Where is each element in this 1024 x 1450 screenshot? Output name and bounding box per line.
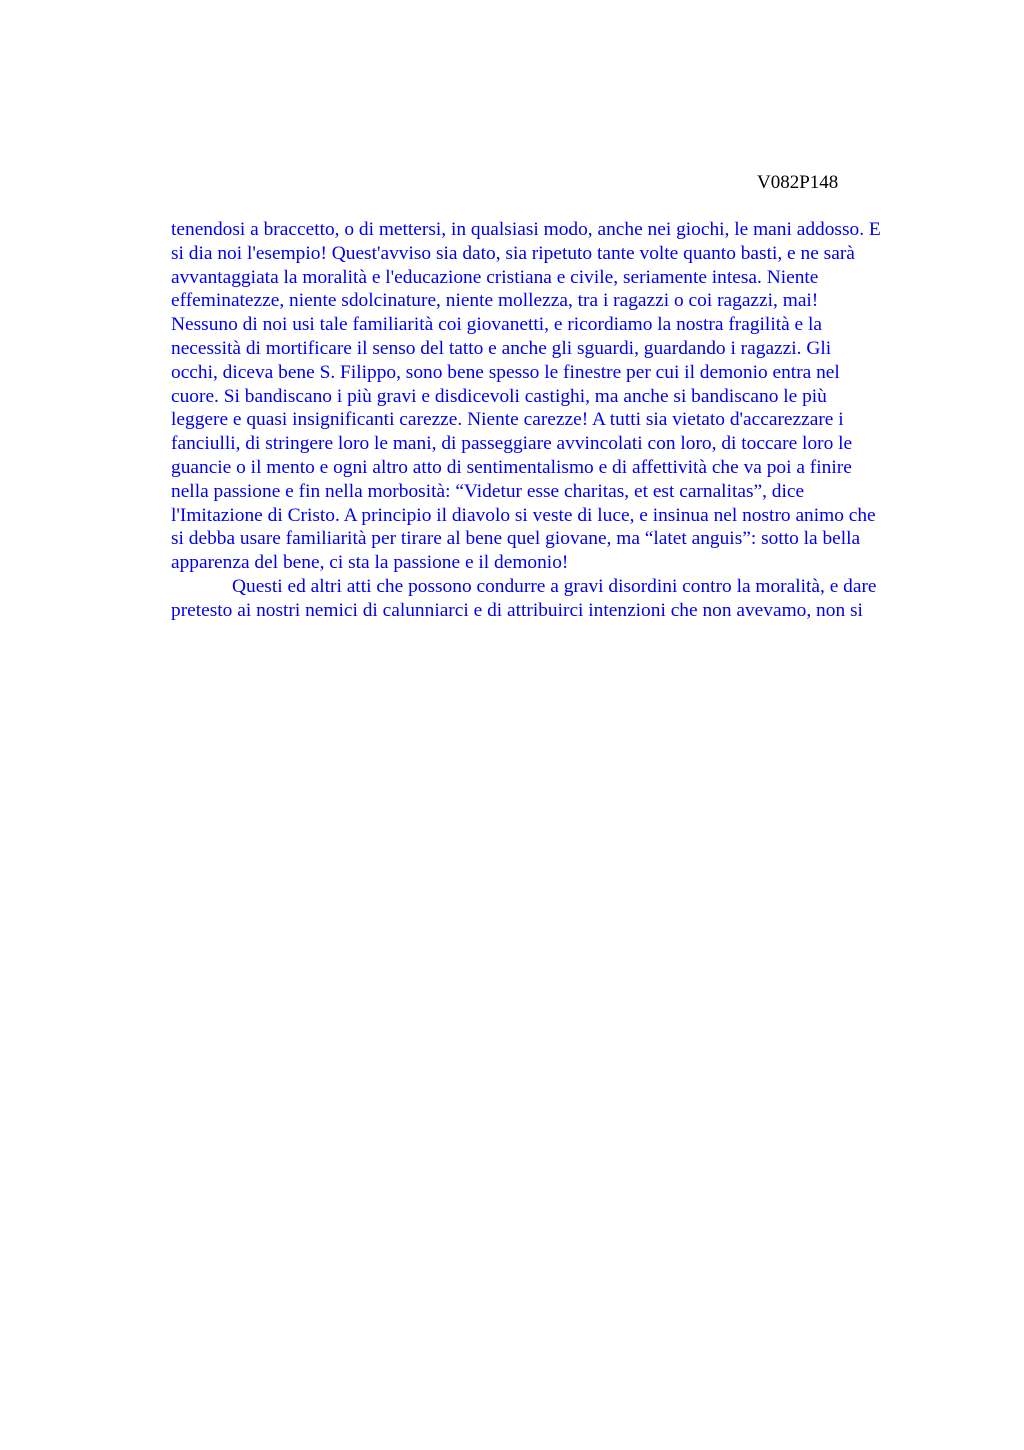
text-line: pretesto ai nostri nemici di calunniarci e di attribuirci intenzioni che non avevamo, non si: [171, 599, 863, 621]
text-line: nella passione e fin nella morbosità: “Videtur esse charitas, et est carnalitas”, dice: [171, 480, 805, 502]
text-line: fanciulli, di stringere loro le mani, di passeggiare avvincolati con loro, di toccare loro le: [171, 433, 853, 455]
paragraph-start-line: Questi ed altri atti che possono condurre a gravi disordini contro la moralità, e dare: [232, 575, 877, 597]
text-line: si debba usare familiarità per tirare al bene quel giovane, ma “latet anguis”: sotto la bella: [171, 528, 861, 550]
text-line: cuore. Si bandiscano i più gravi e disdicevoli castighi, ma anche si bandiscano le più: [171, 385, 827, 407]
text-line: tenendosi a braccetto, o di mettersi, in qualsiasi modo, anche nei giochi, le mani addosso. E: [171, 219, 881, 240]
text-line: apparenza del bene, ci sta la passione e il demonio!: [171, 552, 569, 574]
body-text: [171, 218, 951, 623]
text-line: guancie o il mento e ogni altro atto di sentimentalismo e di affettività che va poi a finire: [171, 456, 852, 478]
text-line: Nessuno di noi usi tale familiarità coi giovanetti, e ricordiamo la nostra fragilità e la: [171, 314, 822, 336]
text-line: necessità di mortificare il senso del tatto e anche gli sguardi, guardando i ragazzi. Gli: [171, 337, 832, 359]
text-line: si dia noi l'esempio! Quest'avviso sia dato, sia ripetuto tante volte quanto basti, e ne sarà: [171, 242, 855, 264]
text-line: occhi, diceva bene S. Filippo, sono bene spesso le finestre per cui il demonio entra nel: [171, 361, 840, 383]
text-line: l'Imitazione di Cristo. A principio il diavolo si veste di luce, e insinua nel nostro animo che: [171, 504, 876, 526]
text-line: leggere e quasi insignificanti carezze. Niente carezze! A tutti sia vietato d'accarezzare i: [171, 409, 844, 431]
page-code: V082P148: [757, 172, 839, 193]
text-line: avvantaggiata la moralità e l'educazione cristiana e civile, seriamente intesa. Niente: [171, 266, 819, 288]
text-line: effeminatezze, niente sdolcinature, niente mollezza, tra i ragazzi o coi ragazzi, mai!: [171, 290, 819, 312]
